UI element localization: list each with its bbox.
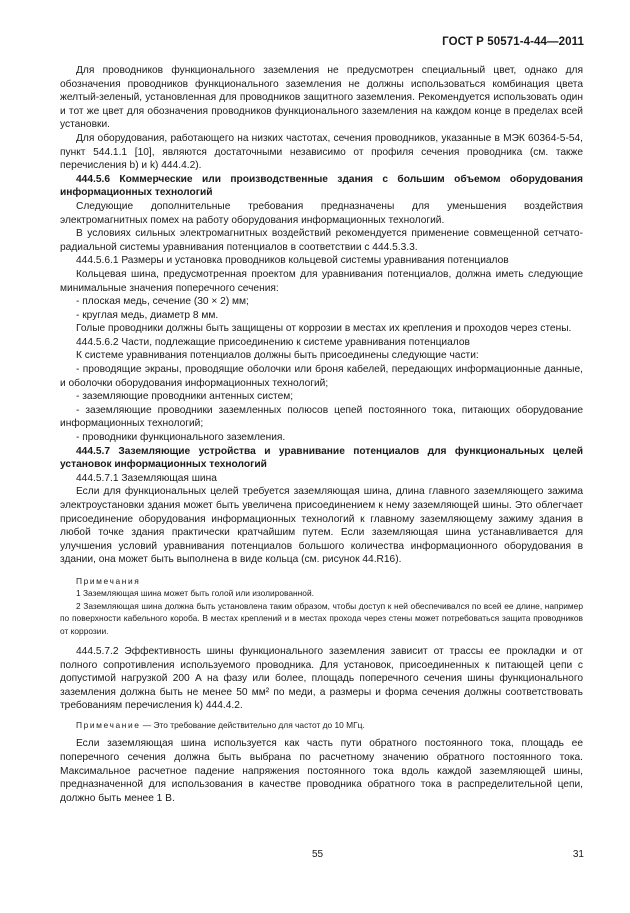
subsection-title: 444.5.6.2 Части, подлежащие присоединению к системе уравнивания потенциалов: [76, 336, 470, 348]
paragraph: Если заземляющая шина используется как часть пути обратного постоянного тока, площадь ее поперечного сечения должна быть выбрана по расчетному значению обратного постоянного тока. Максимальное расчетное падение напряжения постоянного тока вдоль каждой заземляющей шины, предназначенной для использования в качестве проводника обратного тока в распределительной цепи, должно быть менее 1 В.: [60, 738, 583, 804]
note: [60, 719, 583, 731]
list-item: - заземляющие проводники антенных систем;: [76, 391, 294, 403]
page-number-center: 55: [312, 849, 324, 860]
section-heading: 444.5.7 Заземляющие устройства и уравнивание потенциалов для функциональных целей установок информационных технологий: [60, 445, 583, 471]
list-item: - проводники функционального заземления.: [76, 432, 286, 444]
note-text: — Это требование действительно для частот до 10 МГц.: [140, 719, 365, 730]
note-item: 1 Заземляющая шина может быть голой или изолированной.: [76, 588, 314, 599]
note-label: Примечание: [76, 719, 141, 730]
paragraph: Для проводников функционального заземления не предусмотрен специальный цвет, однако для обозначения проводников функционального заземления не должны использоваться комбинация цвета желтый-зеленый, установленная для проводников защитного заземления. Рекомендуется использовать один и тот же цвет для обозначения проводников функционального заземления на каждом конце в пределах всей установки.: [60, 65, 583, 131]
paragraph: К системе уравнивания потенциалов должны быть присоединены следующие части:: [76, 350, 479, 362]
paragraph: Кольцевая шина, предусмотренная проектом для уравнивания потенциалов, должна иметь следующие минимальные значения поперечного сечения:: [60, 268, 583, 294]
list-item: - плоская медь, сечение (30 × 2) мм;: [76, 296, 249, 308]
paragraph: Для оборудования, работающего на низких частотах, сечения проводников, указанные в МЭК 60364-5-54, пункт 544.1.1 [10], являются достаточными независимо от профиля сечения проводника (см. также перечисления b) и k) 444.4.2).: [60, 132, 583, 172]
document-body: [60, 64, 583, 805]
section-heading: 444.5.6 Коммерческие или производственные здания с большим объемом оборудования информационных технологий: [60, 173, 583, 199]
paragraph: Следующие дополнительные требования предназначены для уменьшения воздействия электромагнитных помех на работу оборудования информационных технологий.: [60, 200, 583, 226]
notes-heading: Примечания: [76, 575, 141, 586]
subsection-title: 444.5.7.1 Заземляющая шина: [76, 472, 217, 484]
paragraph: 444.5.7.2 Эффективность шины функционального заземления зависит от трассы ее прокладки и от полного сопротивления используемого проводника. Для установок, присоединенных к питающей цепи с допустимой нагрузкой 200 А на фазу или более, площадь поперечного сечения шины функционального заземления должна быть не менее 50 мм² по меди, а размеры и форма сечения должны соответствовать требованиям перечисления k) 444.4.2.: [60, 646, 583, 712]
list-item: - круглая медь, диаметр 8 мм.: [76, 309, 219, 321]
subsection-title: 444.5.6.1 Размеры и установка проводников кольцевой системы уравнивания потенциалов: [76, 255, 509, 267]
paragraph: В условиях сильных электромагнитных воздействий рекомендуется применение совмещенной сетчато-радиальной системы уравнивания потенциалов в соответствии с 444.5.3.3.: [60, 228, 583, 253]
list-item: - заземляющие проводники заземленных полюсов цепей постоянного тока, питающих оборудование информационных технологий;: [60, 404, 583, 430]
paragraph: Если для функциональных целей требуется заземляющая шина, длина главного заземляющего зажима электроустановки здания может быть увеличена присоединением к нему заземляющей шины. Это облегчает присоединение оборудования информационных технологий к главному заземляющему зажиму здания в любой точке здания практически кратчайшим путем. Если заземляющая шина устанавливается для улучшения условий уравнивания потенциалов большого количества информационного оборудования в здании, она может быть выполнена в виде кольца (см. рисунок 44.R16).: [60, 486, 583, 566]
page-number-right: 31: [572, 849, 584, 860]
document-header: ГОСТ Р 50571-4-44—2011: [442, 36, 584, 48]
note-item: 2 Заземляющая шина должна быть установлена таким образом, чтобы доступ к ней обеспечивался по всей ее длине, например по поверхности кабельного короба. В местах креплений и в местах прохода через стены может потребоваться защита проводников от коррозии.: [60, 600, 583, 636]
paragraph: Голые проводники должны быть защищены от коррозии в местах их крепления и проходов через стены.: [76, 323, 572, 335]
list-item: - проводящие экраны, проводящие оболочки или броня кабелей, передающих информационные данные, и оболочки оборудования информационных технологий;: [60, 364, 583, 389]
